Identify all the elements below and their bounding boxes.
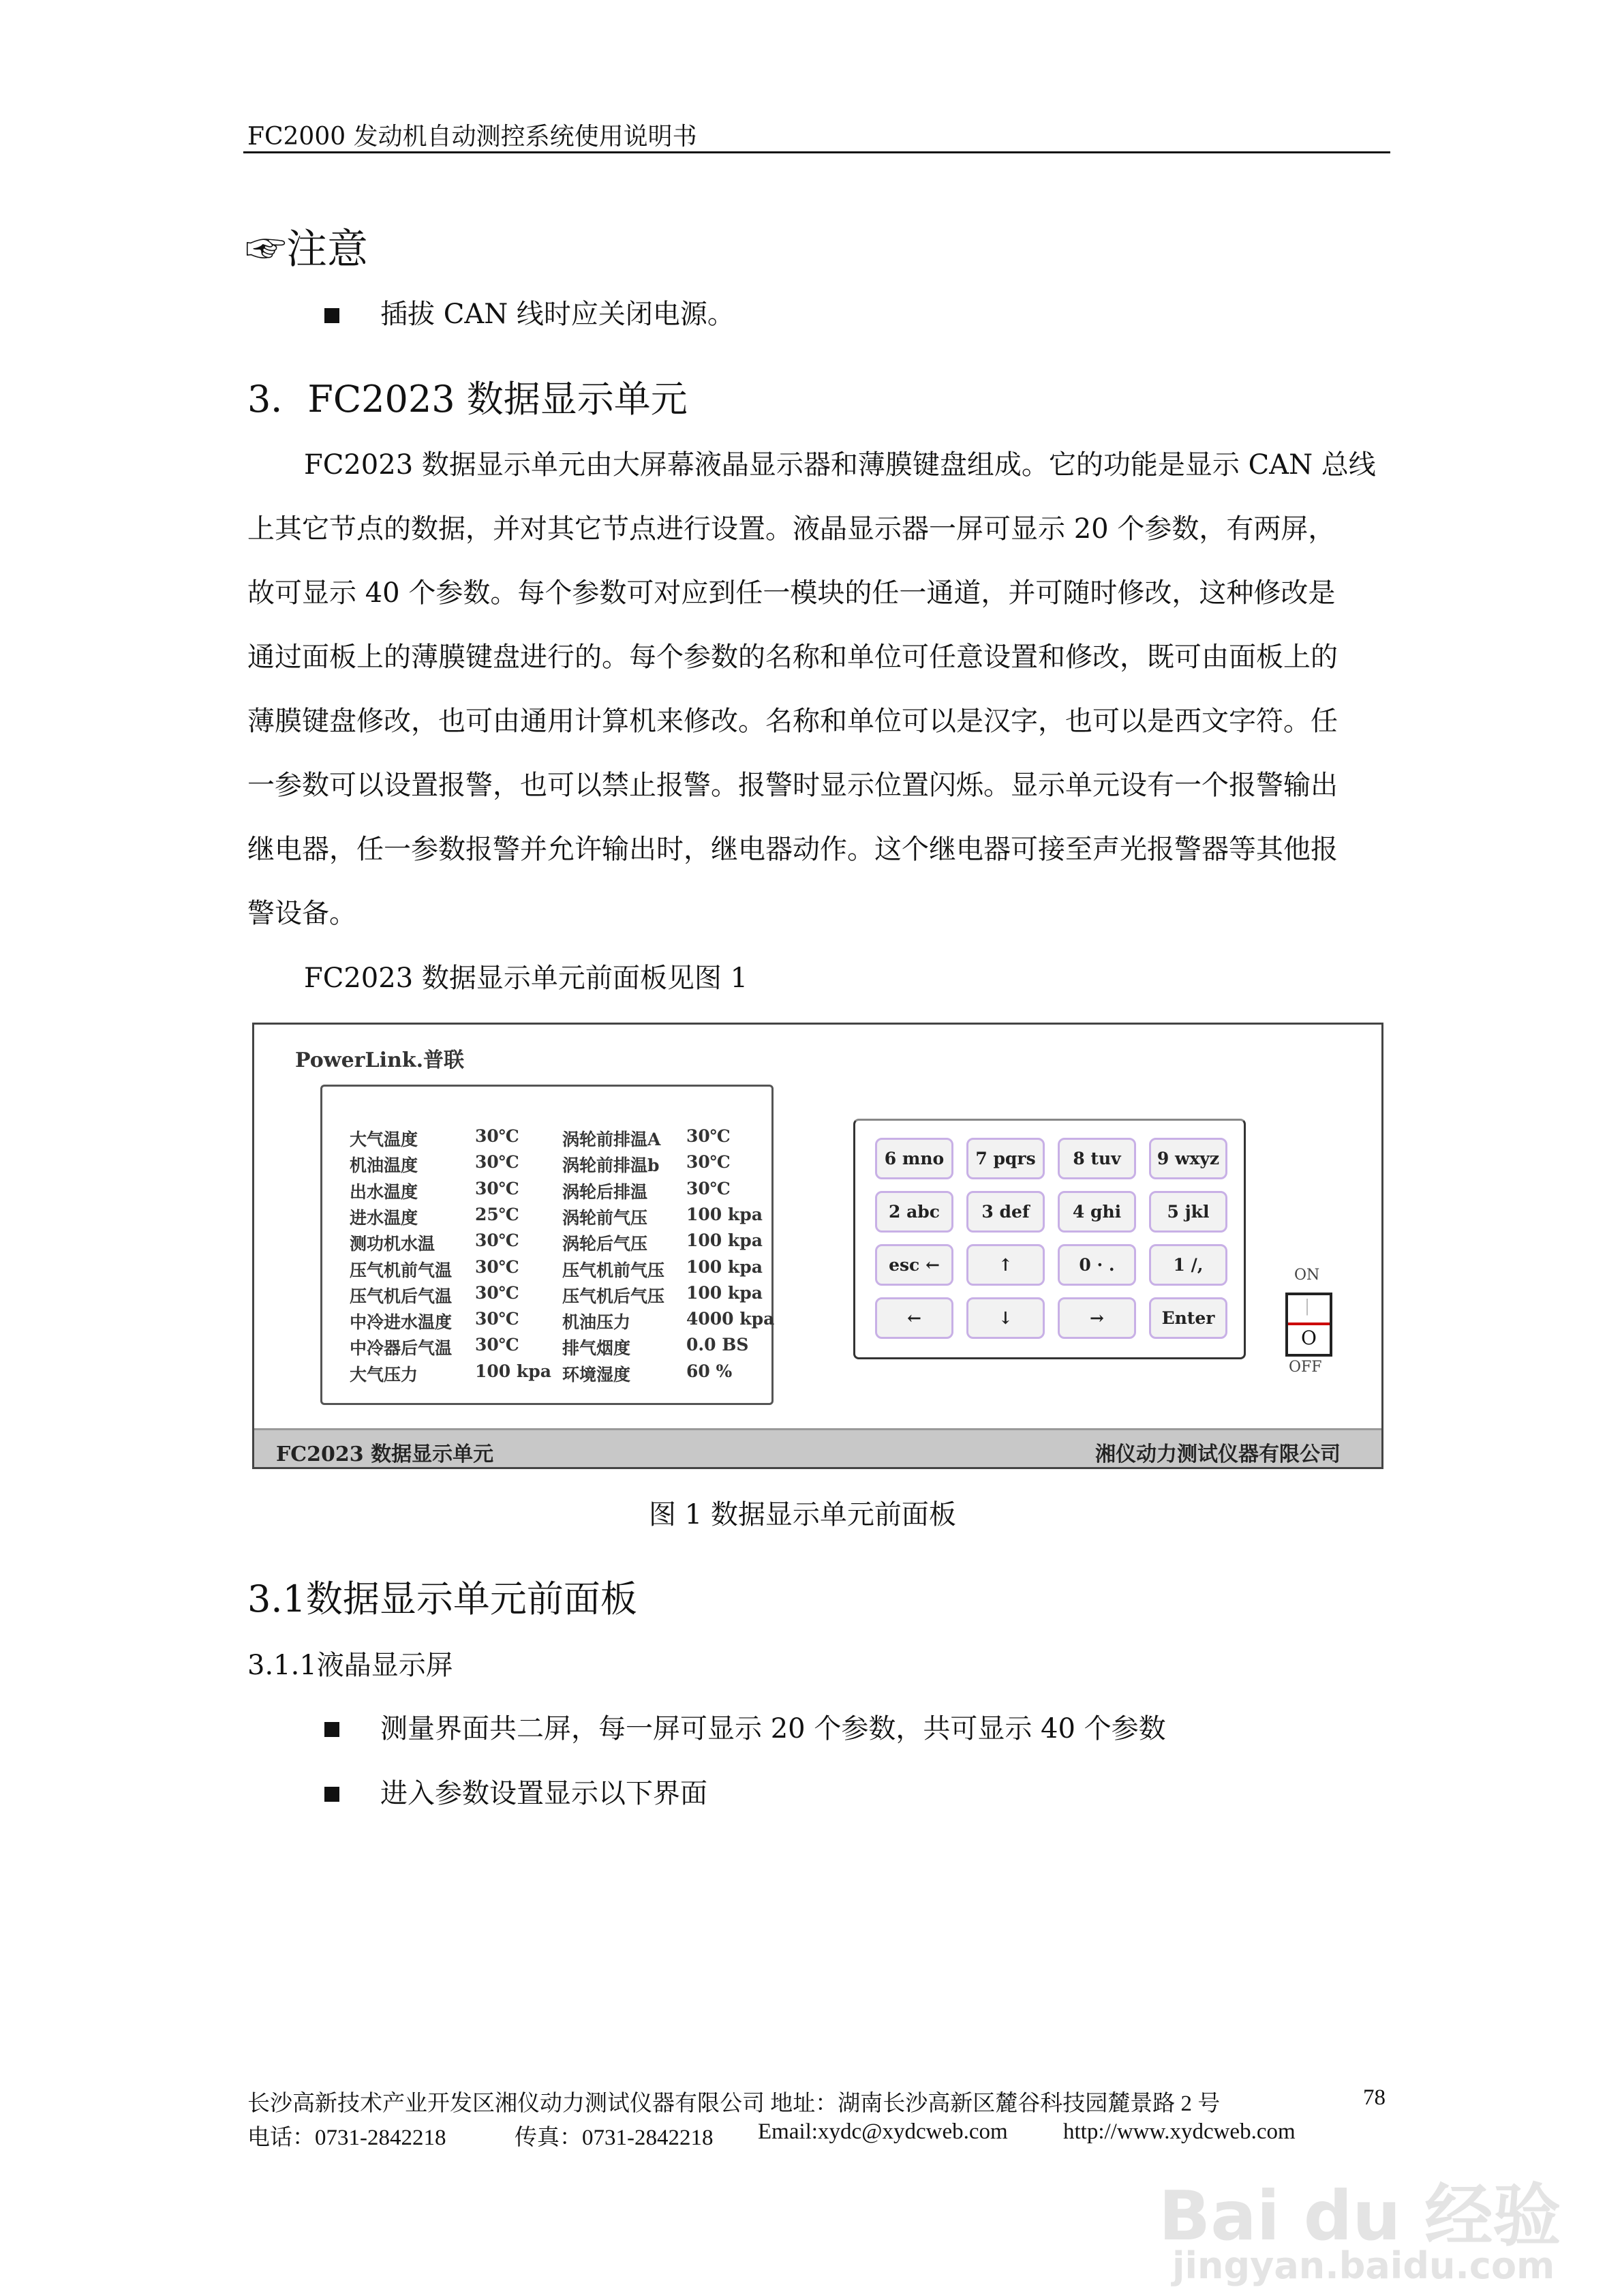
- list-item: 进入参数设置显示以下界面: [380, 1778, 707, 1809]
- bullet-icon: [324, 1787, 339, 1802]
- panel-footer-bar: [254, 1428, 1381, 1467]
- front-panel-figure: [252, 1023, 1383, 1469]
- panel-model-label: FC2023 数据显示单元: [276, 1442, 494, 1466]
- lcd-param-name: 涡轮后气压: [562, 1234, 648, 1254]
- lcd-param-name: 出水温度: [350, 1181, 418, 1202]
- lcd-param-name: 涡轮前气压: [562, 1207, 648, 1228]
- lcd-param-name: 测功机水温: [350, 1234, 435, 1254]
- lcd-param-value: 30℃: [475, 1126, 519, 1146]
- lcd-screen: [320, 1085, 774, 1405]
- figure-caption: 图 1 数据显示单元前面板: [649, 1499, 956, 1530]
- bullet-icon: [324, 308, 339, 323]
- lcd-param-value: 0.0 BS: [686, 1335, 749, 1355]
- key-7[interactable]: 5 jkl: [1149, 1191, 1227, 1233]
- switch-divider: [1288, 1323, 1330, 1325]
- lcd-param-value: 100 kpa: [686, 1282, 763, 1303]
- key-11[interactable]: 1 /,: [1149, 1244, 1227, 1286]
- lcd-param-name: 压气机前气温: [350, 1260, 453, 1280]
- key-8[interactable]: esc ←: [875, 1244, 953, 1286]
- lcd-param-name: 大气温度: [350, 1130, 418, 1149]
- lcd-param-name: 压气机后气温: [350, 1286, 453, 1306]
- lcd-param-value: 30℃: [475, 1178, 519, 1198]
- switch-off-label: OFF: [1289, 1359, 1322, 1376]
- lcd-param-value: 30℃: [475, 1230, 519, 1251]
- footer-email[interactable]: Email:xydc@xydcweb.com: [758, 2119, 1008, 2144]
- paragraph-line: FC2023 数据显示单元由大屏幕液晶显示器和薄膜键盘组成。它的功能是显示 CAN 总线: [304, 449, 1376, 481]
- lcd-param-value: 30℃: [686, 1152, 731, 1173]
- document-header: FC2000 发动机自动测控系统使用说明书: [247, 123, 697, 151]
- section-3-1-title: 3.1数据显示单元前面板: [247, 1577, 637, 1620]
- lcd-param-value: 100 kpa: [686, 1230, 763, 1251]
- lcd-param-name: 压气机前气压: [562, 1260, 665, 1280]
- baidu-watermark-url: jingyan.baidu.com: [1172, 2244, 1555, 2287]
- lcd-param-name: 环境湿度: [562, 1364, 631, 1385]
- lcd-param-value: 4000 kpa: [686, 1309, 775, 1329]
- lcd-param-value: 30℃: [475, 1335, 519, 1355]
- key-15[interactable]: Enter: [1149, 1297, 1227, 1339]
- lcd-param-name: 涡轮前排温A: [562, 1130, 661, 1149]
- section-3-title: 3．FC2023 数据显示单元: [247, 378, 688, 421]
- bullet-icon: [324, 1722, 339, 1737]
- key-6[interactable]: 4 ghi: [1058, 1191, 1136, 1233]
- lcd-param-name: 压气机后气压: [562, 1286, 665, 1306]
- paragraph-line: 薄膜键盘修改，也可由通用计算机来修改。名称和单位可以是汉字，也可以是西文字符。任: [247, 706, 1338, 737]
- notice-bullet: 插拔 CAN 线时应关闭电源。: [380, 299, 735, 330]
- baidu-watermark-logo: Bai du 经验: [1159, 2176, 1561, 2256]
- lcd-param-name: 中冷进水温度: [350, 1312, 453, 1333]
- lcd-param-name: 排气烟度: [562, 1338, 631, 1359]
- lcd-param-value: 30℃: [686, 1126, 731, 1146]
- paragraph-line: 一参数可以设置报警，也可以禁止报警。报警时显示位置闪烁。显示单元设有一个报警输出: [247, 770, 1338, 801]
- lcd-param-value: 25℃: [475, 1204, 519, 1224]
- paragraph-line: 通过面板上的薄膜键盘进行的。每个参数的名称和单位可任意设置和修改，既可由面板上的: [247, 641, 1338, 673]
- footer-company-address: 长沙高新技术产业开发区湘仪动力测试仪器有限公司 地址：湖南长沙高新区麓谷科技园麓景路 2 号: [247, 2091, 1221, 2116]
- lcd-param-value: 30℃: [686, 1178, 731, 1198]
- header-rule: [243, 151, 1390, 153]
- key-13[interactable]: ↓: [966, 1297, 1045, 1339]
- switch-off-mark: O: [1301, 1327, 1317, 1349]
- section-3-1-1-title: 3.1.1液晶显示屏: [247, 1650, 453, 1681]
- keypad: [853, 1119, 1246, 1359]
- figure-reference: FC2023 数据显示单元前面板见图 1: [304, 963, 748, 994]
- paragraph-line: 故可显示 40 个参数。每个参数可对应到任一模块的任一通道，并可随时修改，这种修改是: [247, 577, 1336, 609]
- lcd-param-name: 机油压力: [562, 1312, 631, 1333]
- key-0[interactable]: 6 mno: [875, 1138, 953, 1179]
- lcd-param-value: 100 kpa: [686, 1256, 763, 1277]
- power-switch[interactable]: [1285, 1293, 1332, 1357]
- key-9[interactable]: ↑: [966, 1244, 1045, 1286]
- key-14[interactable]: →: [1058, 1297, 1136, 1339]
- lcd-param-value: 60 %: [686, 1361, 733, 1381]
- key-4[interactable]: 2 abc: [875, 1191, 953, 1233]
- key-1[interactable]: 7 pqrs: [966, 1138, 1045, 1179]
- key-10[interactable]: 0 · .: [1058, 1244, 1136, 1286]
- lcd-param-name: 涡轮后排温: [562, 1181, 648, 1202]
- key-2[interactable]: 8 tuv: [1058, 1138, 1136, 1179]
- lcd-param-name: 中冷器后气温: [350, 1338, 453, 1359]
- key-5[interactable]: 3 def: [966, 1191, 1045, 1233]
- lcd-param-value: 100 kpa: [686, 1204, 763, 1224]
- lcd-param-name: 大气压力: [350, 1364, 418, 1385]
- page-number: 78: [1363, 2085, 1386, 2110]
- panel-company-label: 湘仪动力测试仪器有限公司: [1095, 1442, 1341, 1466]
- lcd-param-value: 30℃: [475, 1282, 519, 1303]
- switch-on-label: ON: [1294, 1267, 1320, 1284]
- lcd-param-name: 进水温度: [350, 1207, 418, 1228]
- footer-url[interactable]: http://www.xydcweb.com: [1063, 2119, 1296, 2144]
- list-item: 测量界面共二屏，每一屏可显示 20 个参数，共可显示 40 个参数: [380, 1713, 1166, 1744]
- footer-phone: 电话：0731-2842218: [247, 2126, 446, 2150]
- lcd-param-name: 涡轮前排温b: [562, 1155, 660, 1176]
- lcd-param-value: 30℃: [475, 1309, 519, 1329]
- paragraph-line: 警设备。: [247, 898, 356, 929]
- notice-title: ☞注意: [245, 226, 368, 273]
- footer-fax: 传真：0731-2842218: [515, 2126, 714, 2150]
- paragraph-line: 继电器，任一参数报警并允许输出时，继电器动作。这个继电器可接至声光报警器等其他报: [247, 834, 1338, 865]
- lcd-param-value: 30℃: [475, 1152, 519, 1173]
- key-12[interactable]: ←: [875, 1297, 953, 1339]
- lcd-param-name: 机油温度: [350, 1155, 418, 1176]
- lcd-param-value: 30℃: [475, 1256, 519, 1277]
- brand-logo: PowerLink.普联: [295, 1048, 465, 1072]
- paragraph-line: 上其它节点的数据，并对其它节点进行设置。液晶显示器一屏可显示 20 个参数，有两屏，: [247, 513, 1336, 545]
- key-3[interactable]: 9 wxyz: [1149, 1138, 1227, 1179]
- lcd-param-value: 100 kpa: [475, 1361, 551, 1381]
- switch-on-mark: |: [1304, 1297, 1311, 1316]
